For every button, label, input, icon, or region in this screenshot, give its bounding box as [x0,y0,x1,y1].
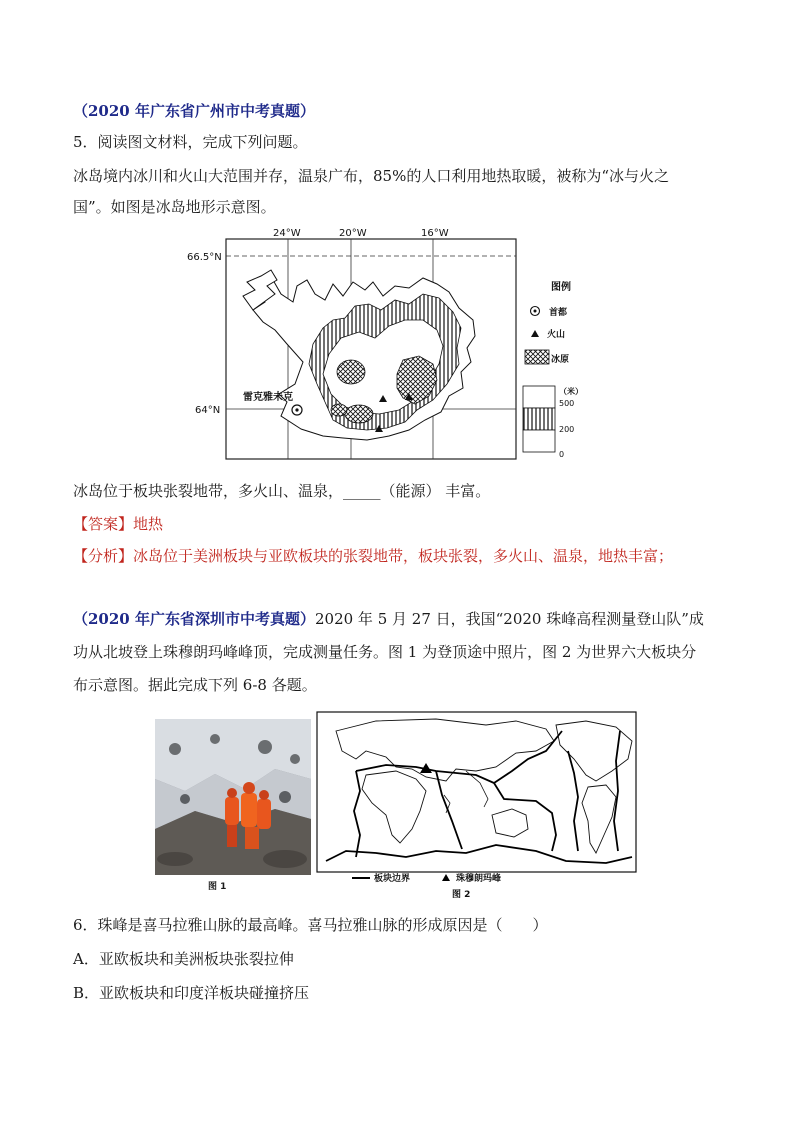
q5-title: 5．阅读图文材料，完成下列问题。 [73,133,308,151]
q6-question: 6．珠峰是喜马拉雅山脉的最高峰。喜马拉雅山脉的形成原因是（ ） [73,916,548,934]
legend-level-0: 0 [559,450,565,459]
lat-label-66n: 66.5°N [187,252,222,263]
legend-level-high [523,386,555,408]
legend-level-500: 500 [559,399,575,408]
fig2-label: 图 2 [452,890,471,900]
icefield-langjokull [337,360,365,384]
legend-boundary-label: 板块边界 [374,874,411,884]
lon-label-16w: 16°W [421,228,449,239]
legend-level-mid [523,408,555,430]
legend-capital-label: 首都 [549,308,568,318]
legend-unit: （米） [559,387,583,396]
analysis-text: 冰岛位于美洲板块与亚欧板块的张裂地带，板块张裂，多火山、温泉，地热丰富； [133,547,674,565]
q5-analysis [73,546,673,566]
legend-volcano-icon [531,330,539,337]
q6-source: （2020 年广东省深圳市中考真题） [73,610,315,628]
answer-tag: 【答案】 [73,515,134,533]
fig2-plate-map [316,711,638,901]
lon-label-24w: 24°W [273,228,301,239]
plate-map-frame [317,712,636,872]
legend-title: 图例 [551,282,571,293]
fig1-photo [155,719,311,875]
q6-option-b: B．亚欧板块和印度洋板块碰撞挤压 [73,984,310,1002]
q5-source: （2020 年广东省广州市中考真题） [73,102,315,120]
q6-intro-line1 [73,609,704,629]
lat-label-64n: 64°N [195,405,221,416]
q6-intro-line3: 布示意图。据此完成下列 6-8 各题。 [73,676,317,694]
q5-intro-line2: 国”。如图是冰岛地形示意图。 [73,198,276,216]
legend-icefield-label: 冰原 [551,355,570,365]
legend-peak-label: 珠穆朗玛峰 [456,874,502,884]
icefield-myrdalsjokull [345,405,373,423]
q6-option-a: A．亚欧板块和美洲板块张裂拉伸 [73,950,294,968]
legend-volcano-label: 火山 [547,330,566,340]
q5-answer [73,514,163,534]
analysis-tag: 【分析】 [73,547,134,565]
q5-intro-line1: 冰岛境内冰川和火山大范围并存，温泉广布，85%的人口利用地热取暖，被称为“冰与火之 [73,167,670,185]
lon-label-20w: 20°W [339,228,367,239]
legend-icefield-swatch [525,350,549,364]
q6-intro-line2: 功从北坡登上珠穆朗玛峰峰顶，完成测量任务。图 1 为登顶途中照片，图 2 为世界六大板块分 [73,643,697,661]
legend-level-200: 200 [559,425,575,434]
legend-level-low [523,430,555,452]
iceland-map [183,224,583,464]
fig1-label: 图 1 [208,882,227,892]
q5-question: 冰岛位于板块张裂地带，多火山、温泉，_____（能源） 丰富。 [73,482,491,500]
q6-intro-line1-text: 2020 年 5 月 27 日，我国“2020 珠峰高程测量登山队”成 [314,610,704,628]
answer-text: 地热 [133,515,164,533]
legend-peak-icon [442,874,450,881]
capital-label: 雷克雅未克 [243,392,293,403]
